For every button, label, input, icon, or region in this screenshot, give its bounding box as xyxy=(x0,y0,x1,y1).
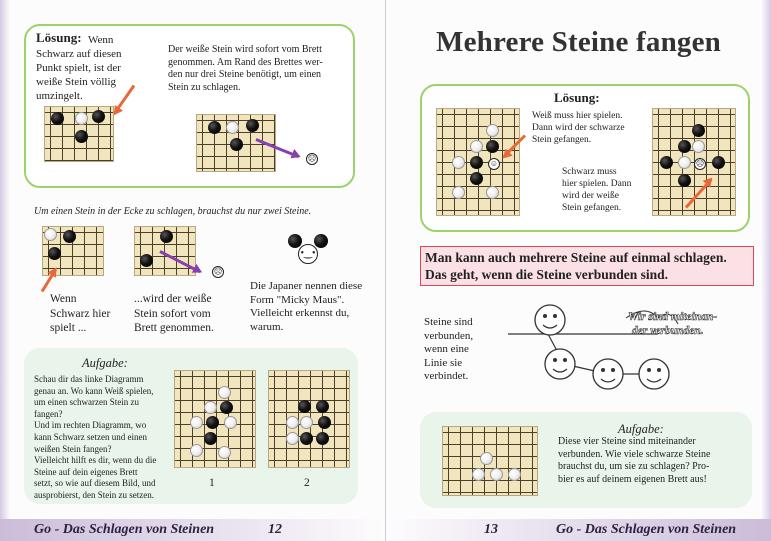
white-stone xyxy=(452,156,465,169)
black-stone xyxy=(470,172,483,185)
black-stone xyxy=(51,112,64,125)
black-stone xyxy=(692,124,705,137)
black-stone xyxy=(300,432,313,445)
white-stone xyxy=(224,416,237,429)
black-stone xyxy=(678,174,691,187)
black-stone xyxy=(160,230,173,243)
black-stone xyxy=(316,400,329,413)
page-number-left: 12 xyxy=(268,522,282,537)
white-stone xyxy=(226,121,239,134)
white-stone xyxy=(190,416,203,429)
white-stone xyxy=(692,140,705,153)
black-stone xyxy=(486,140,499,153)
cartoon-speech-text: Wir sind miteinan- der verbunden. xyxy=(628,311,718,337)
solution-heading-right: Lösung: xyxy=(554,90,600,105)
solution-text-a: Weiß muss hier spielen. Dann wird der schwarze Stein gefangen. xyxy=(532,111,625,145)
page-title: Mehrere Steine fangen xyxy=(436,26,722,58)
micky-maus-shape xyxy=(288,234,332,274)
solution-box-left xyxy=(24,24,355,188)
black-stone xyxy=(48,247,61,260)
cartoon-connected-stones xyxy=(508,298,760,410)
black-stone xyxy=(318,416,331,429)
solution-heading: Lösung: xyxy=(36,30,82,45)
white-stone xyxy=(678,156,691,169)
white-stone xyxy=(218,386,231,399)
sad-face-icon: ☹ xyxy=(695,159,705,168)
black-stone xyxy=(230,138,243,151)
black-stone xyxy=(206,416,219,429)
black-stone xyxy=(470,156,483,169)
white-stone xyxy=(486,124,499,137)
corner-caption: Um einen Stein in der Ecke zu schlagen, brauchst du nur zwei Steine. xyxy=(34,206,312,217)
task-box-right xyxy=(420,412,752,508)
black-stone xyxy=(660,156,673,169)
white-stone xyxy=(490,468,503,481)
caption-c: Die Japaner nennen diese Form "Micky Maus". Vielleicht erkennst du, warum. xyxy=(250,280,363,333)
solution-text-rest: Schwarz auf diesen Punkt spielt, ist der weiße Stein völlig umzingelt. xyxy=(36,48,122,102)
white-stone xyxy=(486,186,499,199)
caption-a: Wenn Schwarz hier spielt ... xyxy=(50,293,111,334)
black-stone xyxy=(208,121,221,134)
black-stone xyxy=(204,432,217,445)
white-stone xyxy=(286,432,299,445)
black-stone xyxy=(63,230,76,243)
black-stone xyxy=(678,140,691,153)
black-stone xyxy=(75,130,88,143)
solution-box-right xyxy=(420,84,750,232)
white-stone xyxy=(44,228,57,241)
task-box-left xyxy=(24,348,358,504)
white-stone xyxy=(75,112,88,125)
black-stone xyxy=(712,156,725,169)
black-stone xyxy=(316,432,329,445)
sad-face-icon: ☹ xyxy=(213,267,223,276)
solution-right-text: Der weiße Stein wird sofort vom Brett genommen. Am Rand des Brettes wer- den nur drei Steine benötigt, um einen Stein zu schlagen. xyxy=(168,44,323,93)
white-stone xyxy=(508,468,521,481)
right-page xyxy=(386,0,771,541)
solution-text-b: Schwarz muss hier spielen. Dann wird der weiße Stein gefangen. xyxy=(562,167,632,213)
black-stone xyxy=(92,110,105,123)
white-stone xyxy=(470,140,483,153)
footer-title-left: Go - Das Schlagen von Steinen xyxy=(34,522,215,537)
task-heading: Aufgabe: xyxy=(82,356,128,370)
white-stone xyxy=(480,452,493,465)
task-text: Schau dir das linke Diagramm genau an. Wo kann Weiß spielen, um einen schwarzen Stein zu fangen? Und im rechten Diagramm, wo kann Schwarz setzen und einen weißen Stein fangen? Vielleicht hilft es dir, wenn du die Steine auf dein eigenes Brett setzt, so wie auf diesem Bild, und ausprobierst, den Stein zu setzen. xyxy=(34,374,157,500)
caption-b: ...wird der weiße Stein sofort vom Brett genommen. xyxy=(134,293,214,334)
black-stone xyxy=(298,400,311,413)
white-stone xyxy=(300,416,313,429)
white-stone xyxy=(204,401,217,414)
task-text-right: Diese vier Steine sind miteinander verbunden. Wie viele schwarze Steine brauchst du, um sie zu schlagen? Pro- bier es auf deinem eigenen Brett aus! xyxy=(558,436,711,485)
diagram-label-1: 1 xyxy=(209,477,215,489)
mouse-face-icon: •‿• xyxy=(298,244,318,264)
sad-face-icon: ☹ xyxy=(307,154,317,163)
solution-text: Wenn xyxy=(88,34,114,46)
black-stone xyxy=(246,119,259,132)
white-stone xyxy=(286,416,299,429)
highlight-box: Man kann auch mehrere Steine auf einmal schlagen. Das geht, wenn die Steine verbunden sind. xyxy=(420,246,754,286)
black-stone xyxy=(220,401,233,414)
white-stone xyxy=(218,446,231,459)
diagram-label-2: 2 xyxy=(304,477,310,489)
white-stone xyxy=(190,444,203,457)
smiley-face-icon: ☺ xyxy=(489,159,499,168)
task-heading-right: Aufgabe: xyxy=(618,422,664,436)
footer-title-right: Go - Das Schlagen von Steinen xyxy=(556,522,737,537)
white-stone xyxy=(452,186,465,199)
left-page xyxy=(0,0,385,541)
white-stone xyxy=(472,468,485,481)
connected-text: Steine sind verbunden, wenn eine Linie sie verbindet. xyxy=(424,316,474,382)
black-stone xyxy=(140,254,153,267)
page-number-right: 13 xyxy=(484,522,498,537)
